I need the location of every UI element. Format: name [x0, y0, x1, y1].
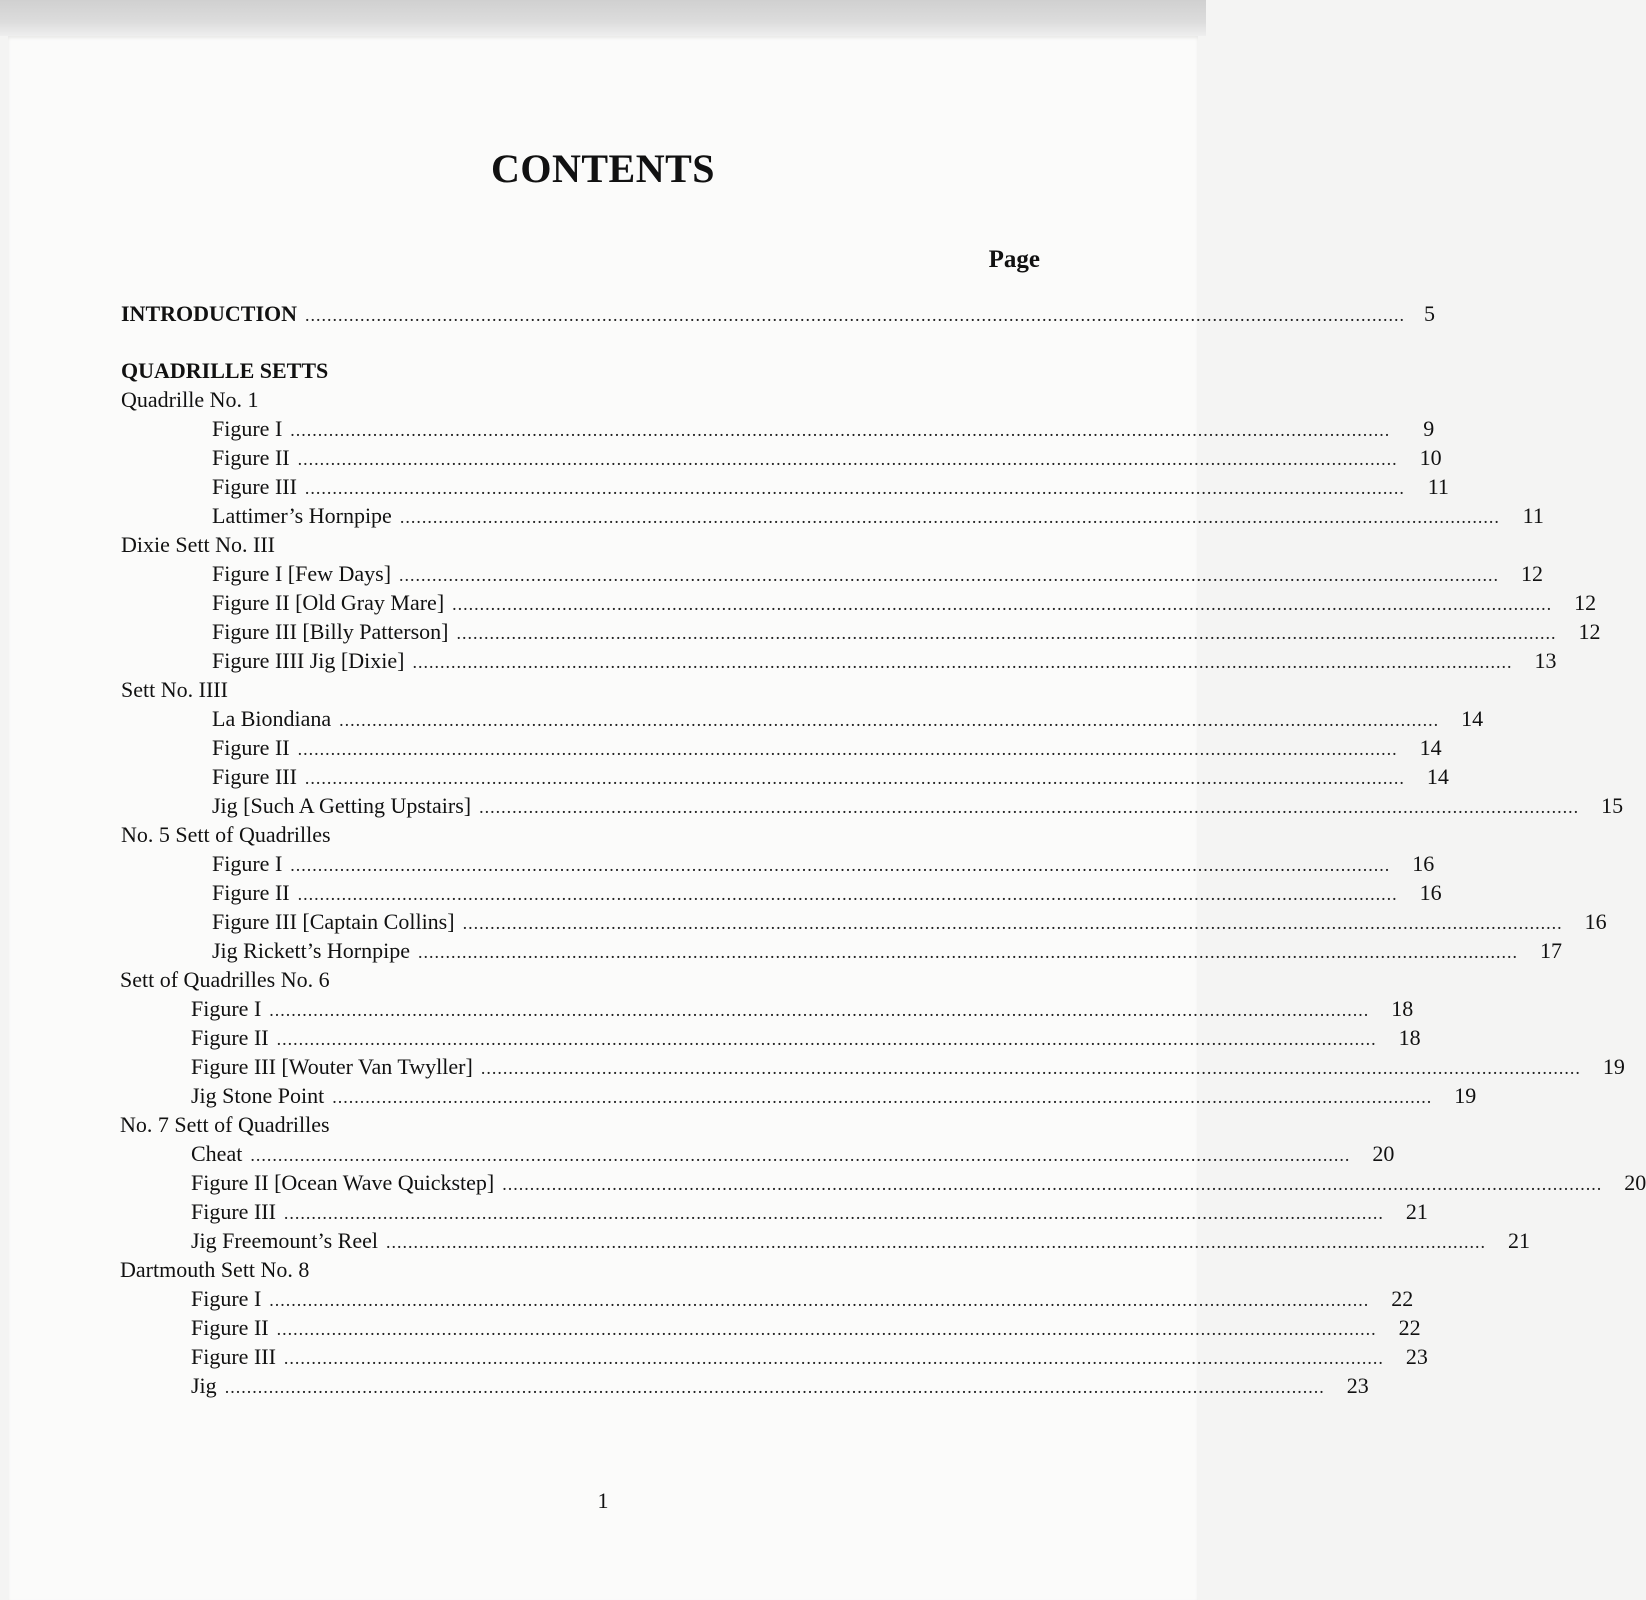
toc-entry — [191, 1372, 1369, 1401]
toc-entry-label: La Biondiana — [212, 706, 332, 731]
dot-leader: ........................................................................................................................................................................................................ — [480, 1058, 1581, 1078]
dot-leader: ........................................................................................................................................................................................................ — [269, 1290, 1370, 1310]
dot-leader: ........................................................................................................................................................................................................ — [456, 623, 1557, 643]
group-title: Dartmouth Sett No. 8 — [120, 1257, 310, 1282]
toc-entry-label: Cheat — [191, 1141, 243, 1166]
toc-entry-label: Figure II — [212, 880, 290, 905]
group-title: No. 5 Sett of Quadrilles — [121, 822, 331, 847]
toc-entry-page: 20 — [1624, 1170, 1646, 1195]
toc-entry — [212, 473, 1449, 502]
toc-entry-page: 14 — [1461, 706, 1484, 731]
toc-entry — [191, 1227, 1530, 1256]
page-title: CONTENTS — [490, 146, 716, 191]
toc-entry — [191, 1082, 1477, 1111]
dot-leader: ........................................................................................................................................................................................................ — [269, 1000, 1370, 1020]
toc-entry-label: Jig Stone Point — [191, 1083, 325, 1108]
dot-leader: ........................................................................................................................................................................................................ — [250, 1145, 1351, 1165]
toc-entry-label: Figure II — [191, 1315, 269, 1340]
dot-leader: ........................................................................................................................................................................................................ — [290, 420, 1391, 440]
page-number: 1 — [597, 1488, 609, 1513]
group-title: No. 7 Sett of Quadrilles — [120, 1112, 330, 1137]
toc-entry-label: Figure IIII Jig [Dixie] — [212, 648, 405, 673]
dot-leader: ........................................................................................................................................................................................................ — [297, 739, 1398, 759]
toc-entry — [191, 1053, 1625, 1082]
dot-leader: ........................................................................................................................................................................................................ — [399, 507, 1500, 527]
toc-entry-page: 17 — [1539, 938, 1562, 963]
dot-leader: ........................................................................................................................................................................................................ — [276, 1319, 1377, 1339]
dot-leader: ........................................................................................................................................................................................................ — [305, 305, 1406, 325]
toc-entry — [212, 705, 1484, 734]
dot-leader: ........................................................................................................................................................................................................ — [297, 449, 1398, 469]
toc-entry-page: 16 — [1419, 880, 1442, 905]
toc-entry-page: 19 — [1602, 1054, 1625, 1079]
toc-entry-page: 9 — [1423, 416, 1435, 441]
toc-entry-label: Figure II [Old Gray Mare] — [212, 590, 445, 615]
toc-entry-page: 5 — [1424, 301, 1436, 326]
dot-leader: ........................................................................................................................................................................................................ — [502, 1174, 1603, 1194]
group-title: Dixie Sett No. III — [121, 532, 275, 557]
toc-entry-page: 15 — [1601, 793, 1624, 818]
dot-leader: ........................................................................................................................................................................................................ — [412, 652, 1513, 672]
toc-entry-page: 23 — [1405, 1344, 1428, 1369]
toc-entry — [212, 502, 1544, 531]
dot-leader: ........................................................................................................................................................................................................ — [297, 884, 1398, 904]
toc-entry-label: Jig [Such A Getting Upstairs] — [212, 793, 472, 818]
dot-leader: ........................................................................................................................................................................................................ — [304, 478, 1405, 498]
toc-entry-page: 16 — [1584, 909, 1607, 934]
dot-leader: ........................................................................................................................................................................................................ — [332, 1087, 1433, 1107]
toc-entry-label: Figure III — [212, 474, 297, 499]
dot-leader: ........................................................................................................................................................................................................ — [283, 1348, 1384, 1368]
toc-entry-label: Figure I — [191, 996, 262, 1021]
toc-entry-page: 16 — [1412, 851, 1435, 876]
toc-entry-label: Figure III [Wouter Van Twyller] — [191, 1054, 473, 1079]
toc-entry — [212, 908, 1607, 937]
toc-entry — [212, 415, 1435, 444]
dot-leader: ........................................................................................................................................................................................................ — [283, 1203, 1384, 1223]
toc-entry — [212, 937, 1562, 966]
toc-entry-label: Figure III — [191, 1344, 276, 1369]
toc-entry-label: Figure I — [191, 1286, 262, 1311]
toc-entry-label: Jig Rickett’s Hornpipe — [212, 938, 410, 963]
toc-entry-label: Figure III — [191, 1199, 276, 1224]
toc-entry-page: 23 — [1346, 1373, 1369, 1398]
toc-entry — [212, 444, 1442, 473]
toc-entry — [212, 589, 1597, 618]
toc-entry-page: 14 — [1426, 764, 1449, 789]
toc-entry — [212, 763, 1449, 792]
toc-entry — [212, 734, 1442, 763]
toc-entry-label: Figure III — [212, 764, 297, 789]
toc-entry-page: 20 — [1372, 1141, 1395, 1166]
toc-entry-page: 10 — [1419, 445, 1442, 470]
toc-entry-page: 12 — [1574, 590, 1597, 615]
dot-leader: ........................................................................................................................................................................................................ — [224, 1377, 1325, 1397]
dot-leader: ........................................................................................................................................................................................................ — [385, 1232, 1486, 1252]
toc-entry-label: Figure II — [191, 1025, 269, 1050]
toc-entry-label: Figure III [Captain Collins] — [212, 909, 455, 934]
toc-entry-page: 13 — [1534, 648, 1557, 673]
group-title: Quadrille No. 1 — [121, 387, 259, 412]
toc-entry — [212, 618, 1601, 647]
toc-entry-label: Figure I [Few Days] — [212, 561, 392, 586]
toc-entry — [212, 792, 1624, 821]
toc-entry — [191, 1169, 1646, 1198]
toc-entry-page: 11 — [1427, 474, 1449, 499]
toc-entry-page: 11 — [1522, 503, 1544, 528]
dot-leader: ........................................................................................................................................................................................................ — [339, 710, 1440, 730]
toc-entry — [212, 560, 1544, 589]
toc-entry-page: 19 — [1454, 1083, 1477, 1108]
toc-entry-page: 14 — [1419, 735, 1442, 760]
dot-leader: ........................................................................................................................................................................................................ — [399, 565, 1500, 585]
toc-entry-page: 12 — [1578, 619, 1601, 644]
toc-entry-label: INTRODUCTION — [121, 301, 298, 326]
toc-entry-label: Jig — [191, 1373, 217, 1398]
dot-leader: ........................................................................................................................................................................................................ — [290, 855, 1391, 875]
toc-entry-page: 22 — [1398, 1315, 1421, 1340]
toc-entry-label: Figure II [Ocean Wave Quickstep] — [191, 1170, 495, 1195]
dot-leader: ........................................................................................................................................................................................................ — [452, 594, 1553, 614]
toc-entry — [191, 1024, 1421, 1053]
toc-entry-page: 12 — [1521, 561, 1544, 586]
toc-entry-label: Figure I — [212, 851, 283, 876]
toc-entry-label: Figure II — [212, 735, 290, 760]
toc-entry — [191, 1198, 1428, 1227]
toc-entry-page: 22 — [1391, 1286, 1414, 1311]
toc-entry-introduction — [121, 300, 1436, 329]
toc-entry-label: Jig Freemount’s Reel — [191, 1228, 378, 1253]
toc-entry-label: Figure II — [212, 445, 290, 470]
toc-entry — [212, 647, 1557, 676]
toc-entry — [191, 1314, 1421, 1343]
toc-entry — [191, 1285, 1414, 1314]
toc-entry-page: 21 — [1507, 1228, 1530, 1253]
section-heading: QUADRILLE SETTS — [121, 358, 329, 383]
group-title: Sett of Quadrilles No. 6 — [120, 967, 330, 992]
dot-leader: ........................................................................................................................................................................................................ — [276, 1029, 1377, 1049]
toc-entry-page: 18 — [1391, 996, 1414, 1021]
toc-entry-label: Lattimer’s Hornpipe — [212, 503, 392, 528]
toc-entry — [191, 995, 1414, 1024]
toc-entry — [191, 1343, 1428, 1372]
toc-entry-label: Figure I — [212, 416, 283, 441]
toc-entry-page: 21 — [1405, 1199, 1428, 1224]
toc-entry — [191, 1140, 1395, 1169]
dot-leader: ........................................................................................................................................................................................................ — [479, 797, 1580, 817]
dot-leader: ........................................................................................................................................................................................................ — [462, 913, 1563, 933]
page-column-header: Page — [988, 246, 1040, 273]
dot-leader: ........................................................................................................................................................................................................ — [417, 942, 1518, 962]
toc-entry — [212, 850, 1435, 879]
toc-entry — [212, 879, 1442, 908]
toc-entry-page: 18 — [1398, 1025, 1421, 1050]
dot-leader: ........................................................................................................................................................................................................ — [304, 768, 1405, 788]
group-title: Sett No. IIII — [121, 677, 228, 702]
toc-entry-label: Figure III [Billy Patterson] — [212, 619, 449, 644]
